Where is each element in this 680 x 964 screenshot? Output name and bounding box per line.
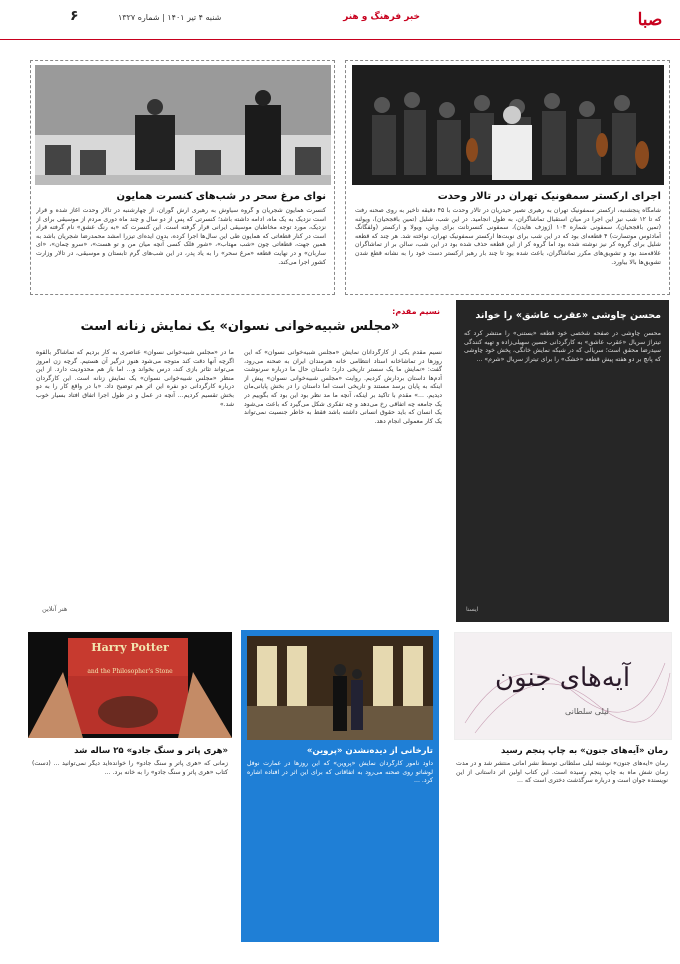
story-body: شامگاه پنجشنبه، ارکستر سمفونیک تهران به رهبری نصیر حیدریان در تالار وحدت با ۴۵ دقیقه تاخیر به روی صحنه رفت که تا ۱۲ شب نیز این اجرا در میان استقبال تماشاگران، به طول انجامید. در این شب، شلیل (تمین باقجحیان)، ویولنه (تمین باقجحیان)، سمفونی شماره ۱۰۴ (ژوزف هایدن)، سمفونی کنسرتانت برای ویلن، ویولا و ارکستر (ولفگانگ آمادئوس موتسارت) ۴ قطعه‌ای بود که در این شب برای نوبت‌ها ارکستر سمفونیک تهران، نواخته شد. هر چند که قطعه شلیل برای گروه کر نیز نوشته شده بود اما گروه کر از این قطعه حذف شده بود در این شب، سالن بر از تماشاگران علاقه‌مند بود و تشویق‌های مکرر تماشاگران، باعث شده بود تا چند بار رهبر ارکستر دست خود را به نشانه قطع شدن تشویق‌ها بالا بیاورد. [355, 207, 661, 266]
dateline: شنبه ۴ تیر ۱۴۰۱ | شماره ۱۳۲۷ [118, 13, 222, 22]
story-title: اجرای ارکستر سمفونیک تهران در تالار وحدت [437, 191, 661, 202]
card-body: رمان «آیه‌های جنون» نوشته لیلی سلطانی توسط نشر آماتی منتشر شد و در مدت زمان شش ماه به چاپ پنجم رسیده است. این کتاب اولین اثر داستانی از این نویسنده جوان است و درباره سرگذشت دختری است که ... [456, 760, 668, 785]
page-header [0, 0, 680, 40]
story-orchestra [345, 60, 670, 295]
article-column-2: ما در «مجلس شبیه‌خوانی نسوان» عناصری به کار بردیم که تماشاگر بالقوه اگرچه آنها دقت کند متوجه می‌شود هنوز درگیر آن هستیم. گرچه زن امروز می‌تواند تئاتر بازی کند، درس بخواند و... اما باز هم محدودیت دارد. از این منظر «مجلس شبیه‌خوانی نسوان» یک نمایش زنانه است. این کارگردان درباره کارگردانی دو نفره این اثر هم توضیح داد. «با در واقع کار را به دو بخش تقسیم کردیم... آنچه در عمل و در طول اجرا اتفاق افتاد بسیار خوب شد.» [36, 349, 234, 408]
sidebar-box [456, 300, 669, 622]
main-article [30, 305, 448, 625]
story-homayoun [30, 60, 335, 295]
card-title: تارخانی از دیده‌نشدن «پروین» [306, 746, 433, 756]
story-body: کنسرت همایون شجریان و گروه سیاوش به رهبری آرش گوران، از چهارشنبه در تالار وحدت آغاز شده و قرار است نزدیک به یک ماه، ادامه داشته باشد؛ کنسرتی که پس از دو سال و چند ماه دوری مردم از موسیقی برای از نزدیک، مورد توجه مخاطبان موسیقی ایرانی قرار گرفته است. این کنسرت که «به رنگ عشق» نام گرفته قرار است در کنار قطعاتی که همایون طی این سال‌ها اجرا کرده، بدون ایده‌ای تیزرا امشد محمدرضا شجریان باشد به همین جهت، قطعاتی چون «شب مهتاب»، «شور فلک کسی آنچه میان من و تو هست»، «سرو چمان»، «ای ساربان» و در نهایت قطعه «مرغ سحر» را به یاد پدر، در این شب‌های گرم تابستان و موسیقی، در تالار وزارت کشور اجرا می‌کند. [36, 207, 326, 266]
orchestra-photo [352, 65, 664, 185]
book-cover-title: Harry Potter [91, 641, 169, 654]
sidebar-body: محسن چاوشی در صفحه شخصی خود قطعه «بستنی» را منتشر کرد که تیتراژ سریال «عقرب عاشق» به کارگردانی حسین سهیلی‌زاده و تهیه کنندگی سیدرضا محقق است؛ سریالی که در شبکه نمایش خانگی، پخش خود چاوشی که پانچ بر دو هفته پیش قطعه «خشک» را برای تیتراژ سریال «شرم» ... [464, 330, 661, 363]
article-credit: هنر آنلاین [42, 605, 68, 613]
book-cover-subtitle: and the Philosopher's Stone [87, 668, 173, 675]
article-title: «مجلس شبیه‌خوانی نسوان» یک نمایش زنانه است [80, 319, 400, 334]
section-title: خبر فرهنگ و هنر [343, 12, 420, 22]
novel-poster [454, 632, 672, 740]
book-photo [28, 632, 232, 738]
harry-potter-card [28, 630, 232, 955]
poster-title: آیه‌های جنون [495, 663, 631, 693]
story-title: نوای مرغ سحر در شب‌های کنسرت همایون [116, 191, 326, 202]
card-title: رمان «آیه‌های جنون» به چاپ پنجم رسید [501, 746, 668, 756]
sidebar-title: محسن چاوشی «عقرب عاشق» را خواند [475, 310, 661, 321]
article-column-1: نسیم مقدم یکی از کارگردانان نمایش «مجلس شبیه‌خوانی نسوان» که این روزها در تماشاخانه استاد انتظامی خانه هنرمندان ایران به صحنه می‌رود، گفت: «نمایش ما یک سستر تاریخی دارد؛ داستان حال ما درباره سرنوشت آدم‌ها داستان بردارش کردیم. روایت «مجلس شبیه‌خوانی نسوان» پیش از اینکه به پایان برسد مستند و تاریخی است اما داستان را در بخش پایانی‌مان دیدیم. ...» مقدم با تاکید بر اینکه، آنچه ما مد نظر بود این بود که بگوییم در یک جامعه چه اتفاقی رخ می‌دهد و چه تفکری شکل می‌گیرد که باعث می‌شود یک انسان که باید حقوق انسانی داشته باشد فقط به خاطر جنسیت نمی‌تواند یک کار معمولی انجام دهد. [244, 349, 442, 425]
novel-card [454, 630, 672, 955]
poster-author: لیلی سلطانی [565, 707, 609, 716]
article-kicker: نسیم مقدم: [392, 307, 440, 316]
card-title: «هری پاتر و سنگ جادو» ۲۵ ساله شد [74, 746, 228, 756]
newspaper-logo: صبا [637, 10, 663, 30]
sidebar-credit: ایسنا [466, 606, 479, 613]
card-body: زمانی که «هری پاتر و سنگ جادو» را خوانده‌اید دیگر نمی‌توانید ... (دست) کتاب «هری پاتر و سنگ جادو» را به خانه برد. ... [32, 760, 228, 776]
card-body: داود نامور کارگردان نمایش «پروین» که این روزها در عمارت نوفل لوشاتو روی صحنه می‌رود به اتفاقاتی که برای این اثر در افتاده اشاره کرد. ... [247, 760, 433, 785]
page-number: ۶ [70, 8, 79, 24]
theatre-photo [247, 636, 433, 740]
concert-photo [35, 65, 331, 185]
parvin-card [241, 630, 439, 942]
